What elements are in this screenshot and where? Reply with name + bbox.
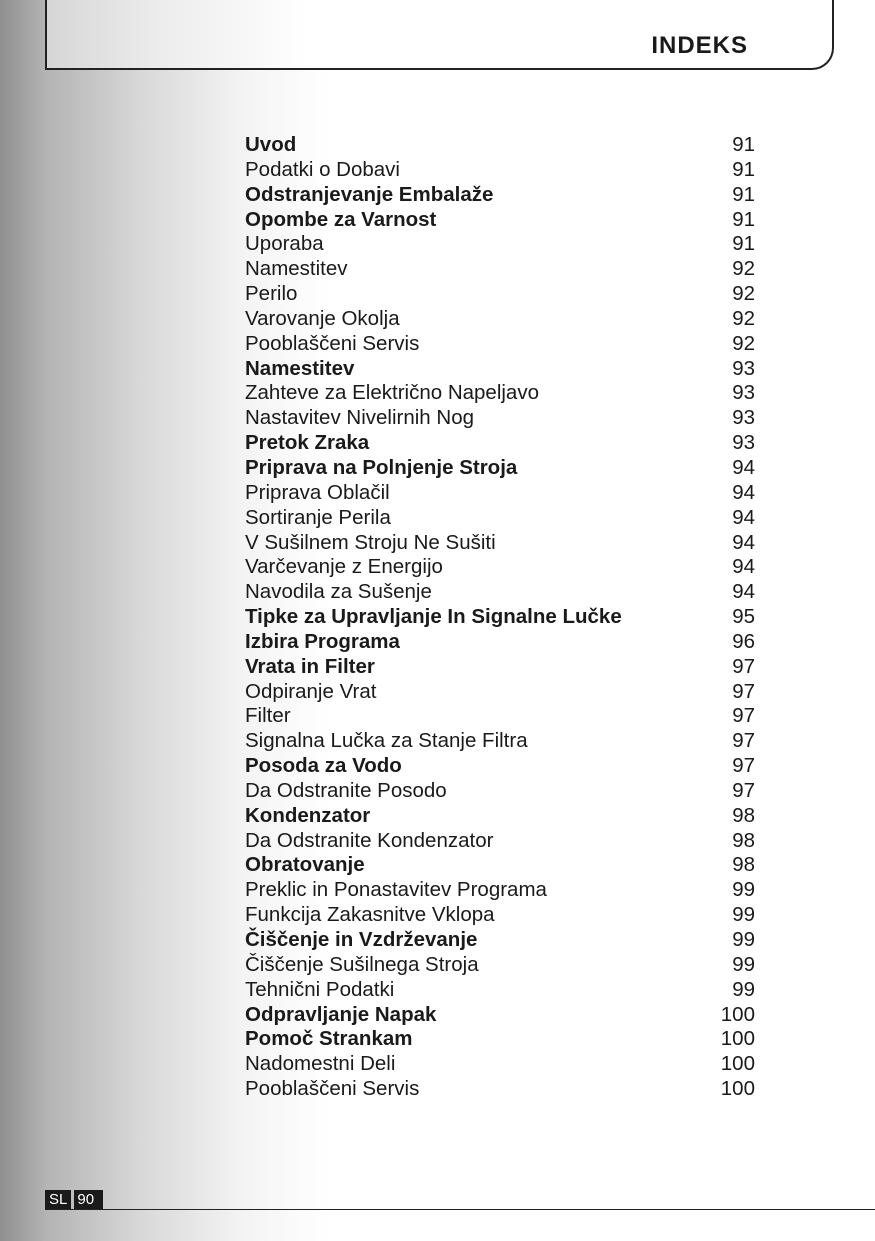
page-footer <box>45 1190 103 1210</box>
toc-entry-title: Čiščenje Sušilnega Stroja <box>245 952 479 976</box>
toc-section-entry <box>245 133 755 158</box>
toc-entry-page: 99 <box>732 977 755 1001</box>
toc-subsection-entry <box>245 829 755 854</box>
page-number-badge: 90 <box>74 1190 103 1210</box>
toc-entry-title: Perilo <box>245 282 298 306</box>
toc-entry-title: Filter <box>245 704 291 728</box>
toc-entry-page: 97 <box>732 754 755 778</box>
toc-entry-title: Vrata in Filter <box>245 654 375 678</box>
toc-entry-page: 93 <box>732 356 755 380</box>
toc-entry-page: 94 <box>732 530 755 554</box>
toc-entry-title: Čiščenje in Vzdrževanje <box>245 928 478 951</box>
toc-entry-page: 91 <box>732 133 755 156</box>
toc-entry-page: 91 <box>732 232 755 256</box>
toc-entry-title: Nastavitev Nivelirnih Nog <box>245 406 475 430</box>
toc-entry-page: 91 <box>732 207 755 231</box>
toc-section-entry <box>245 655 755 680</box>
toc-entry-title: Priprava Oblačil <box>245 480 390 504</box>
footer-divider <box>45 1209 875 1210</box>
toc-entry-title: Pomoč Strankam <box>245 1027 413 1051</box>
header-frame <box>45 0 834 70</box>
toc-entry-title: Priprava na Polnjenje Stroja <box>245 455 518 479</box>
toc-subsection-entry <box>245 282 755 307</box>
toc-section-entry <box>245 804 755 829</box>
toc-section-entry <box>245 183 755 208</box>
toc-entry-title: Podatki o Dobavi <box>245 157 400 181</box>
toc-entry-title: Tehnični Podatki <box>245 977 395 1001</box>
toc-entry-title: Namestitev <box>245 257 348 281</box>
toc-entry-title: Varovanje Okolja <box>245 306 400 330</box>
toc-subsection-entry <box>245 232 755 257</box>
toc-entry-page: 94 <box>732 555 755 579</box>
toc-section-entry <box>245 456 755 481</box>
toc-entry-page: 97 <box>732 729 755 753</box>
toc-entry-title: Pretok Zraka <box>245 431 370 455</box>
toc-entry-title: Sortiranje Perila <box>245 505 391 529</box>
toc-entry-title: Posoda za Vodo <box>245 754 402 778</box>
toc-entry-page: 95 <box>732 605 755 629</box>
toc-entry-page: 97 <box>732 679 755 703</box>
toc-entry-title: Odpiranje Vrat <box>245 679 377 703</box>
toc-subsection-entry <box>245 481 755 506</box>
toc-entry-title: Obratovanje <box>245 853 365 877</box>
toc-entry-title: Kondenzator <box>245 803 371 827</box>
toc-subsection-entry <box>245 506 755 531</box>
toc-entry-page: 99 <box>732 952 755 976</box>
toc-entry-page: 99 <box>732 903 755 927</box>
toc-subsection-entry <box>245 704 755 729</box>
toc-entry-title: Da Odstranite Posodo <box>245 778 447 802</box>
toc-subsection-entry <box>245 580 755 605</box>
toc-entry-page: 93 <box>732 406 755 430</box>
toc-subsection-entry <box>245 953 755 978</box>
toc-subsection-entry <box>245 878 755 903</box>
toc-entry-page: 97 <box>732 654 755 678</box>
toc-subsection-entry <box>245 1052 755 1077</box>
toc-subsection-entry <box>245 531 755 556</box>
toc-subsection-entry <box>245 332 755 357</box>
toc-entry-page: 100 <box>720 1002 755 1026</box>
toc-entry-title: V Sušilnem Stroju Ne Sušiti <box>245 530 496 554</box>
toc-entry-title: Pooblaščeni Servis <box>245 1077 420 1101</box>
toc-section-entry <box>245 431 755 456</box>
toc-subsection-entry <box>245 381 755 406</box>
language-badge: SL <box>45 1190 71 1210</box>
toc-entry-title: Preklic in Ponastavitev Programa <box>245 878 547 902</box>
toc-entry-title: Izbira Programa <box>245 629 400 653</box>
toc-entry-page: 92 <box>732 257 755 281</box>
toc-entry-title: Nadomestni Deli <box>245 1052 396 1076</box>
toc-entry-page: 94 <box>732 455 755 479</box>
toc-entry-page: 97 <box>732 704 755 728</box>
toc-entry-title: Odpravljanje Napak <box>245 1002 437 1026</box>
toc-section-entry <box>245 357 755 382</box>
toc-section-entry <box>245 928 755 953</box>
toc-entry-page: 98 <box>732 853 755 877</box>
toc-entry-page: 100 <box>720 1052 755 1076</box>
toc-entry-title: Namestitev <box>245 356 355 380</box>
toc-entry-title: Varčevanje z Energijo <box>245 555 443 579</box>
toc-entry-page: 98 <box>732 828 755 852</box>
toc-entry-page: 97 <box>732 778 755 802</box>
toc-subsection-entry <box>245 779 755 804</box>
toc-subsection-entry <box>245 978 755 1003</box>
toc-entry-page: 98 <box>732 803 755 827</box>
toc-entry-title: Zahteve za Električno Napeljavo <box>245 381 539 405</box>
toc-entry-title: Navodila za Sušenje <box>245 580 432 604</box>
toc-entry-title: Odstranjevanje Embalaže <box>245 182 494 206</box>
toc-entry-title: Uporaba <box>245 232 324 256</box>
toc-entry-page: 100 <box>720 1077 755 1101</box>
toc-entry-page: 99 <box>732 878 755 902</box>
toc-subsection-entry <box>245 729 755 754</box>
toc-entry-page: 99 <box>732 928 755 951</box>
page-title: INDEKS <box>651 32 748 59</box>
toc-entry-page: 93 <box>732 381 755 405</box>
toc-entry-title: Signalna Lučka za Stanje Filtra <box>245 729 528 753</box>
toc-subsection-entry <box>245 307 755 332</box>
toc-entry-title: Funkcija Zakasnitve Vklopa <box>245 903 495 927</box>
toc-subsection-entry <box>245 680 755 705</box>
toc-entry-page: 93 <box>732 431 755 455</box>
toc-section-entry <box>245 1003 755 1028</box>
toc-entry-page: 100 <box>720 1027 755 1051</box>
toc-entry-page: 92 <box>732 306 755 330</box>
toc-subsection-entry <box>245 903 755 928</box>
toc-entry-title: Tipke za Upravljanje In Signalne Lučke <box>245 605 622 629</box>
toc-subsection-entry <box>245 158 755 183</box>
toc-section-entry <box>245 605 755 630</box>
toc-entry-page: 91 <box>732 157 755 181</box>
toc-entry-title: Da Odstranite Kondenzator <box>245 828 494 852</box>
toc-section-entry <box>245 630 755 655</box>
toc-entry-title: Opombe za Varnost <box>245 207 437 231</box>
toc-entry-page: 96 <box>732 629 755 653</box>
toc-subsection-entry <box>245 555 755 580</box>
toc-entry-title: Pooblaščeni Servis <box>245 331 420 355</box>
toc-section-entry <box>245 1027 755 1052</box>
toc-entry-page: 91 <box>732 182 755 206</box>
toc-entry-page: 94 <box>732 580 755 604</box>
toc-entry-page: 92 <box>732 282 755 306</box>
toc-subsection-entry <box>245 406 755 431</box>
toc-section-entry <box>245 853 755 878</box>
toc-entry-page: 94 <box>732 480 755 504</box>
table-of-contents <box>245 133 755 1102</box>
toc-section-entry <box>245 208 755 233</box>
toc-section-entry <box>245 754 755 779</box>
toc-entry-page: 92 <box>732 331 755 355</box>
toc-entry-title: Uvod <box>245 133 297 156</box>
toc-subsection-entry <box>245 257 755 282</box>
toc-entry-page: 94 <box>732 505 755 529</box>
toc-subsection-entry <box>245 1077 755 1102</box>
